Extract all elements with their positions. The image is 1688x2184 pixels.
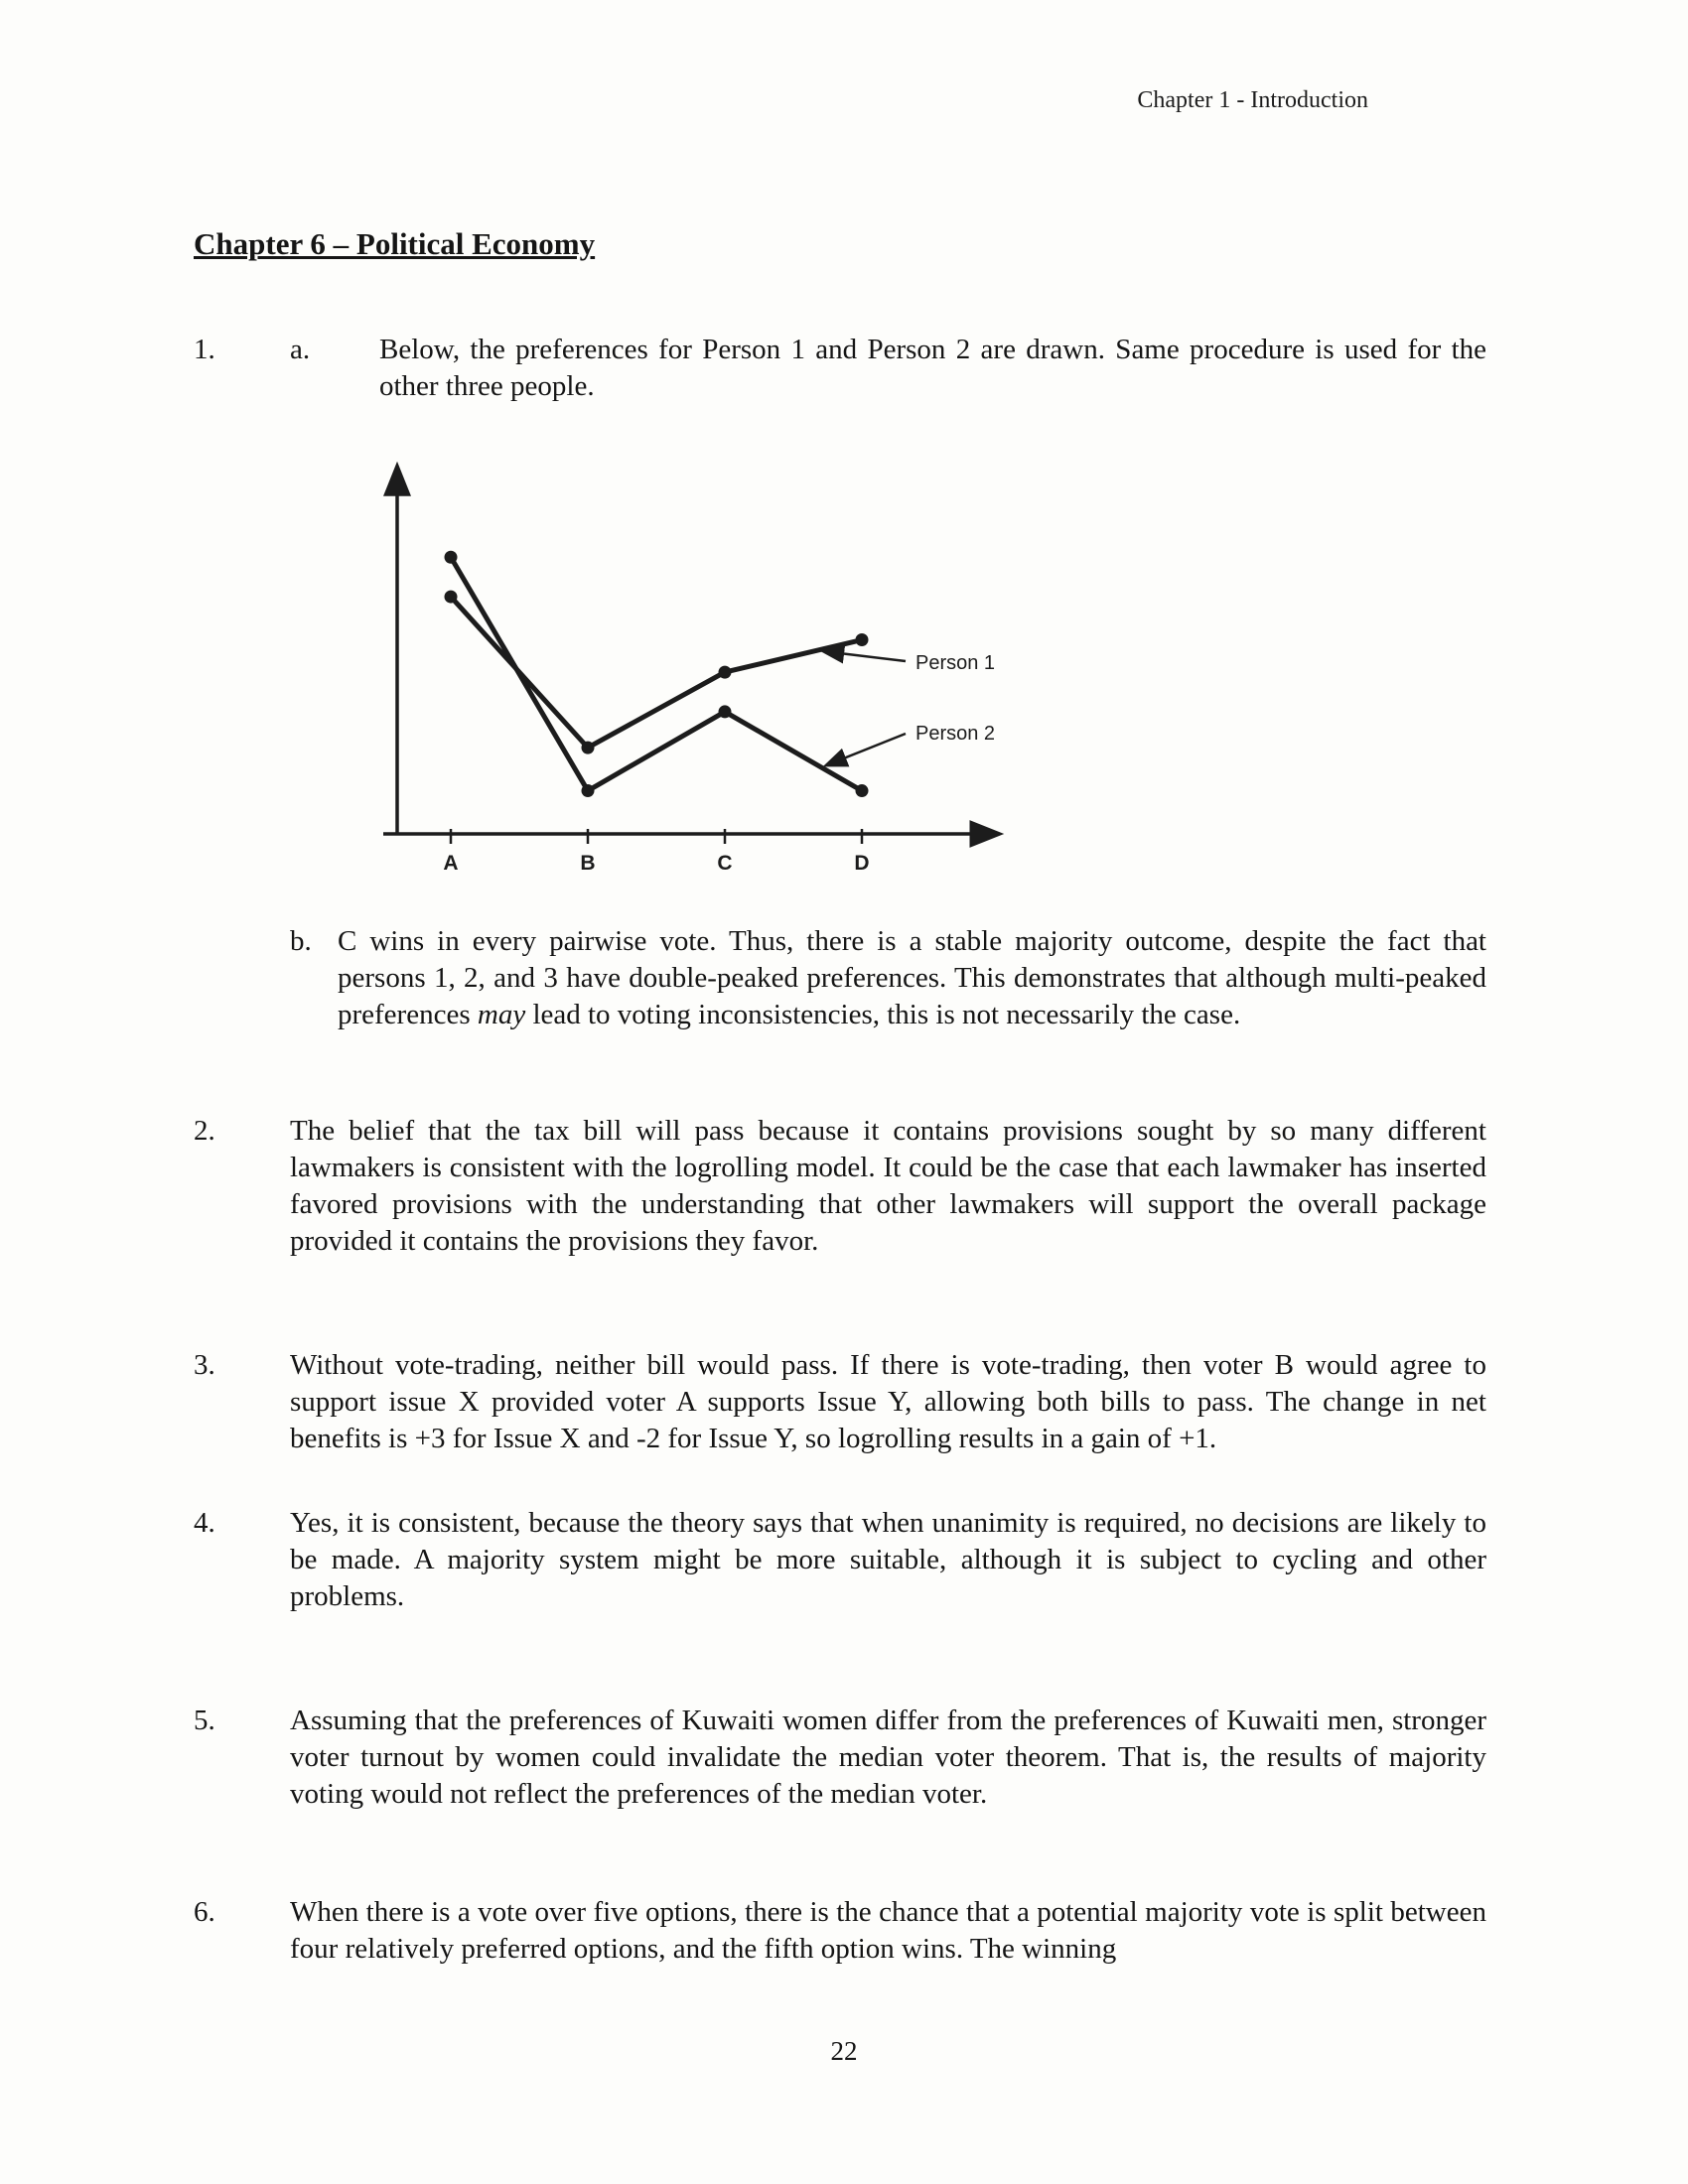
answer-1b-pre: C wins in every pairwise vote. Thus, there is a stable majority outcome, despite the fact that persons 1, 2, and 3 have double-peaked preferences. This demonstrates that although multi-peaked preferences: [338, 925, 1486, 1030]
series-label-2: Person 2: [915, 723, 996, 745]
series-line-2: [451, 557, 862, 790]
question-number: 1.: [194, 334, 215, 365]
data-point: [582, 784, 595, 797]
question-2: [194, 1113, 1486, 1260]
data-point: [445, 551, 458, 564]
question-1b: [290, 923, 1486, 1033]
answer-1b-post: lead to voting inconsistencies, this is not necessarily the case.: [525, 999, 1241, 1030]
data-point: [856, 784, 869, 797]
subpart-label-b: b.: [290, 925, 312, 957]
page-number: 22: [830, 2036, 858, 2066]
question-1: [194, 332, 1486, 405]
data-point: [856, 633, 869, 646]
question-number: 5.: [194, 1705, 215, 1736]
answer-1b-italic-word: may: [477, 999, 526, 1030]
x-tick-label-c: C: [717, 852, 733, 875]
series-line-1: [451, 597, 862, 748]
answer-1b-text: [338, 923, 1486, 1033]
answer-3-text: Without vote-trading, neither bill would pass. If there is vote-trading, then voter B would agree to support issue X provided voter A supports Issue Y, allowing both bills to pass. The change in net benefits is +3 for Issue X and -2 for Issue Y, so logrolling results in a gain of +1.: [290, 1349, 1486, 1454]
answer-1a-text: Below, the preferences for Person 1 and Person 2 are drawn. Same procedure is used for the other three people.: [379, 334, 1486, 402]
answer-2-text: The belief that the tax bill will pass because it contains provisions sought by so many different lawmakers is consistent with the logrolling model. It could be the case that each lawmaker has inserted favored provisions with the understanding that other lawmakers will support the overall package provided it contains the provisions they favor.: [290, 1115, 1486, 1257]
x-tick-label-a: A: [443, 852, 459, 875]
answer-5-text: Assuming that the preferences of Kuwaiti women differ from the preferences of Kuwaiti men, stronger voter turnout by women could invalidate the median voter theorem. That is, the results of majority voting would not reflect the preferences of the median voter.: [290, 1705, 1486, 1810]
data-point: [719, 705, 732, 718]
question-5: [194, 1703, 1486, 1813]
series-label-1: Person 1: [915, 652, 996, 674]
question-4: [194, 1505, 1486, 1615]
question-number: 4.: [194, 1507, 215, 1539]
label-arrow-2: [826, 734, 906, 765]
data-point: [445, 591, 458, 604]
answer-4-text: Yes, it is consistent, because the theory says that when unanimity is required, no decisions are likely to be made. A majority system might be more suitable, although it is subject to cycling and other problems.: [290, 1507, 1486, 1612]
question-number: 2.: [194, 1115, 215, 1147]
label-arrow-1: [823, 651, 906, 661]
data-point: [582, 742, 595, 754]
answer-6-text: When there is a vote over five options, there is the chance that a potential majority vote is split between four relatively preferred options, and the fifth option wins. The winning: [290, 1896, 1486, 1965]
preference-chart: [367, 435, 1043, 877]
question-number: 6.: [194, 1896, 215, 1928]
x-tick-label-d: D: [854, 852, 870, 875]
subpart-label-a: a.: [290, 334, 311, 365]
question-6: [194, 1894, 1486, 1968]
x-tick-label-b: B: [580, 852, 596, 875]
page-content: [194, 226, 1486, 1968]
preference-figure: [367, 435, 1043, 882]
running-header: Chapter 1 - Introduction: [1137, 87, 1368, 113]
chapter-title: Chapter 6 – Political Economy: [194, 226, 596, 261]
data-point: [719, 666, 732, 679]
question-3: [194, 1347, 1486, 1457]
question-number: 3.: [194, 1349, 215, 1381]
